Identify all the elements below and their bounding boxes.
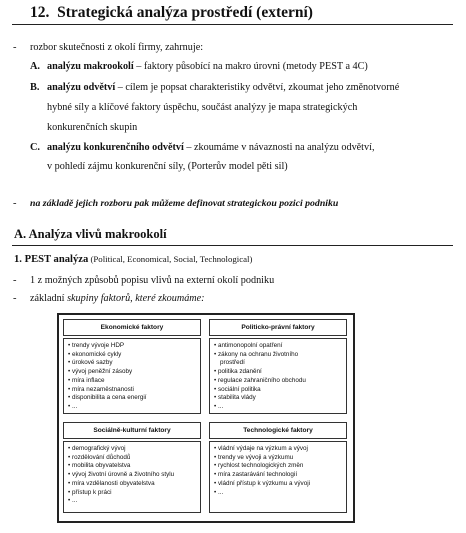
economic-list — [68, 342, 197, 412]
chapter-title — [30, 4, 313, 22]
item-c-bold: analýzu konkurenčního odvětví — [47, 142, 184, 153]
list-item: • rozdělování důchodů — [68, 454, 197, 463]
list-item: • míra zastarávání technologií — [214, 471, 343, 480]
item-letter-a: A. — [30, 61, 41, 72]
item-letter-b: B. — [30, 82, 40, 93]
pest-heading-rest: (Political, Economical, Social, Technological) — [88, 254, 253, 264]
item-b-line-2: hybné síly a klíčové faktory úspěchu, součást analýzy je mapa strategických — [47, 102, 358, 113]
list-item: • antimonopolní opatření — [214, 342, 343, 351]
item-b-line-1 — [47, 81, 437, 94]
list-item: • disponibilita a cena energií — [68, 394, 197, 403]
list-item: • vývoj peněžní zásoby — [68, 368, 197, 377]
section-a-underline — [12, 245, 453, 246]
technological-list — [214, 445, 343, 497]
technological-list-box — [209, 441, 347, 513]
pest-heading-bold: 1. PEST analýza — [14, 254, 89, 265]
item-b-bold: analýzu odvětví — [47, 82, 116, 93]
list-item: • ekonomické cykly — [68, 351, 197, 360]
list-item: • demografický vývoj — [68, 445, 197, 454]
item-b-text-1: – cílem je popsat charakteristiky odvětví, zkoumat jeho změnotvorné — [115, 82, 400, 93]
list-item: • ... — [214, 489, 343, 498]
list-item-continuation: prostředí — [220, 359, 245, 367]
list-item: • regulace zahraničního obchodu — [214, 377, 343, 386]
political-list-box — [209, 338, 347, 414]
political-list — [214, 342, 343, 412]
list-item: • trendy ve vývoji a výzkumu — [214, 454, 343, 463]
economic-header: Ekonomické faktory — [63, 319, 201, 336]
section-a-heading: A. Analýza vlivů makrookolí — [14, 227, 167, 241]
item-letter-c: C. — [30, 142, 41, 153]
bullet-dash: - — [13, 42, 17, 53]
pest-factors-line — [30, 292, 205, 305]
item-a-text: – faktory působící na makro úrovni (metody PEST a 4C) — [133, 61, 368, 72]
title-underline — [12, 24, 453, 25]
list-item: • trendy vývoje HDP — [68, 342, 197, 351]
list-item: • přístup k práci — [68, 489, 197, 498]
item-b-line-3: konkurenčních skupin — [47, 122, 138, 133]
item-c-line-2: v pohledí zájmu konkurenční síly, (Porterův model pěti sil) — [47, 161, 288, 172]
list-item: • vládní přístup k výzkumu a vývoji — [214, 480, 343, 489]
item-a-bold: analýzu makrookolí — [47, 61, 134, 72]
factors-plain: základní — [30, 293, 68, 304]
bullet-dash: - — [13, 293, 17, 304]
item-c-line-1 — [47, 141, 375, 154]
list-item: • ... — [214, 403, 343, 412]
list-item: • politika zdanění — [214, 368, 343, 377]
list-item: • zákony na ochranu životního — [214, 351, 343, 360]
list-item: • míra inflace — [68, 377, 197, 386]
list-item: • ... — [68, 403, 197, 412]
social-list-box — [63, 441, 201, 513]
list-item: • ... — [68, 497, 197, 506]
list-item: • sociální politika — [214, 386, 343, 395]
list-item: • vládní výdaje na výzkum a vývoj — [214, 445, 343, 454]
bullet-dash: - — [13, 198, 17, 209]
social-header: Sociálně-kulturní faktory — [63, 422, 201, 439]
social-list — [68, 445, 197, 506]
item-c-text-1: – zkoumáme v návaznosti na analýzu odvětví, — [183, 142, 375, 153]
list-item: • mobilita obyvatelstva — [68, 462, 197, 471]
list-item: • rychlost technologických změn — [214, 462, 343, 471]
political-header: Politicko-právní faktory — [209, 319, 347, 336]
pest-heading — [14, 254, 252, 265]
factors-italic: skupiny faktorů, které zkoumáme: — [67, 293, 205, 304]
intro-text: rozbor skutečnosti z okolí firmy, zahrnuje: — [30, 42, 204, 53]
technological-header: Technologické faktory — [209, 422, 347, 439]
list-item: • vývoj životní úrovně a životního stylu — [68, 471, 197, 480]
pest-diagram — [57, 313, 355, 523]
bullet-dash: - — [13, 275, 17, 286]
item-a — [47, 60, 368, 73]
list-item: • míra vzdělanosti obyvatelstva — [68, 480, 197, 489]
list-item: • míra nezaměstnanosti — [68, 386, 197, 395]
chapter-number: 12. — [30, 4, 50, 21]
conclusion-text: na základě jejich rozboru pak můžeme definovat strategickou pozici podniku — [30, 198, 339, 209]
pest-bullet-1: 1 z možných způsobů popisu vlivů na externí okolí podniku — [30, 275, 275, 286]
list-item: • úrokové sazby — [68, 359, 197, 368]
economic-list-box — [63, 338, 201, 414]
list-item: • stabilita vlády — [214, 394, 343, 403]
chapter-title-text: Strategická analýza prostředí (externí) — [57, 4, 313, 21]
